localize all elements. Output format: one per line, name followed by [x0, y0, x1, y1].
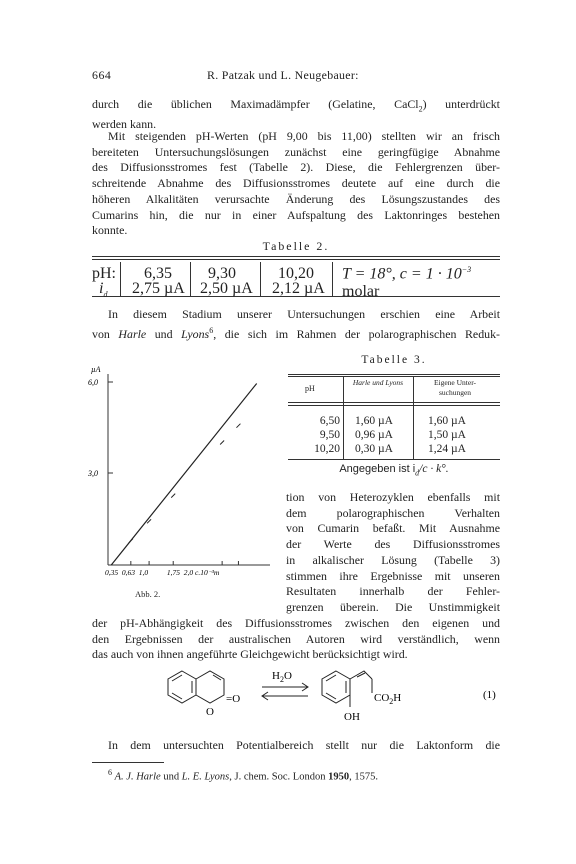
table-2-divider: [190, 262, 191, 296]
text-line: konnte.: [92, 223, 128, 238]
table-2-conditions: T = 18°, $c = 1 \cdot 10^{-3}$ molar: [342, 265, 472, 301]
text-line: Cumarins hin, die nur in einer Aufspaltung des Laktonringes bestehen: [92, 207, 500, 222]
chemical-equation: [150, 665, 510, 735]
text-line: stimmen ihre Ergebnisse mit unseren: [286, 568, 500, 583]
table-row: [288, 415, 500, 429]
table-2-title: Tabelle 2.: [262, 239, 330, 253]
text-line: der Werte des Diffusionsstromes: [286, 537, 500, 552]
table-2-divider: [120, 262, 121, 296]
table-2-rule-top: [92, 256, 500, 257]
text-line: dem polarographischen Verhalten: [286, 505, 500, 520]
running-head: [92, 68, 500, 83]
table-3-body: [288, 415, 500, 456]
equation-carboxyl: $CO_2H$: [374, 692, 402, 706]
table-cell: 10,20: [314, 442, 340, 455]
text-line: das auch von ihnen angeführte Gleichgewicht berücksichtigt wird.: [92, 647, 408, 662]
table-row: [288, 443, 500, 457]
table-2-cell: 2,12 µA: [272, 280, 325, 297]
paragraph-2: [92, 129, 500, 239]
y-tick-label: 6,0: [88, 378, 98, 387]
table-cell: 0,96 µA: [355, 428, 393, 441]
paragraph-4-full: [92, 616, 500, 663]
text-line: schreitende Abnahme des Diffusionsstromes deutete auf eine durch die: [92, 176, 500, 191]
table-3-rule-mid-2: [288, 405, 500, 406]
text-line: In dem untersuchten Potentialbereich stellt nur die Laktonform die: [108, 738, 500, 752]
table-2-label-id: $i_d$: [99, 280, 108, 300]
text-line: Resultaten innerhalb der Fehler-: [286, 584, 500, 599]
data-point: [236, 424, 240, 428]
data-point: [129, 539, 133, 543]
table-cell: 9,50: [319, 428, 340, 441]
table-2-cell: 2,50 µA: [200, 280, 253, 297]
table-3-header-ph: pH: [305, 384, 315, 393]
table-cell: 0,30 µA: [355, 442, 393, 455]
table-3-title: Tabelle 3.: [361, 354, 427, 366]
table-3-rule-top: [288, 374, 500, 375]
table-2-cell: 2,75 µA: [132, 280, 185, 297]
table-3-header-harle: Harle und Lyons: [352, 378, 404, 387]
text-line: tion von Heterozyklen ebenfalls mit: [286, 490, 500, 504]
table-2-cell: 10,20: [278, 265, 314, 282]
figure-abb-2: [88, 360, 278, 590]
text-line: höheren Alkalitäten verursachte Änderung des Lösungszustandes des: [92, 191, 500, 206]
text-line: bereiteten Untersuchungslösungen zunächst eine geringfügige Abnahme: [92, 144, 500, 159]
table-2-label-ph: pH:: [92, 265, 116, 282]
text-line: von Harle und Lyons$^6$, die sich im Rahmen der polarographischen Reduk-: [92, 325, 500, 341]
table-3-rule-top-2: [288, 376, 500, 377]
plot-area: [88, 365, 270, 577]
table-cell: 1,50 µA: [428, 428, 466, 441]
table-3-note: Angegeben ist $i_d/c \cdot k^\circ$.: [339, 463, 449, 478]
text-line: von Cumarin befaßt. Mit Ausnahme: [286, 521, 500, 536]
text-line: in alkalischer Lösung (Tabelle 3): [286, 552, 500, 567]
table-cell: 1,60 µA: [355, 415, 393, 427]
table-cell: 6,50: [319, 415, 340, 427]
table-2-cell: 9,30: [208, 265, 236, 282]
page-number: 664: [92, 68, 112, 82]
text-line: der pH-Abhängigkeit des Diffusionsstromes zwischen den eigenen und: [92, 616, 500, 630]
table-3-rule-bottom: [288, 459, 500, 460]
equation-o-ring: O: [206, 706, 214, 718]
table-3-header-own: Eigene Unter-suchungen: [433, 378, 477, 397]
x-tick-labels: 0,35 0,63 1,0 1,75 2,0 c.10⁻³m: [105, 568, 220, 577]
table-2-divider: [260, 262, 261, 296]
paragraph-1: [92, 97, 500, 133]
table-cell: 1,24 µA: [428, 442, 466, 455]
table-2-divider: [332, 262, 333, 296]
regression-line: [111, 383, 256, 565]
running-head-authors: R. Patzak und L. Neugebauer:: [207, 68, 359, 82]
text-line: des Diffusionsstromes fest (Tabelle 2). Diese, die Fehlergrenzen über-: [92, 160, 500, 175]
footnote: $^6$ A. J. Harle und L. E. Lyons, J. chem. Soc. London 1950, 1575.: [108, 768, 378, 783]
paragraph-3: [92, 307, 500, 342]
equation-reagent: $H_2O$: [272, 670, 292, 684]
paragraph-4-wrap: [286, 490, 500, 616]
text-line: Mit steigenden pH-Werten (pH 9,00 bis 11,00) stellten wir an frisch: [108, 129, 500, 143]
lactone-ring: [196, 671, 224, 703]
table-cell: 1,60 µA: [428, 415, 466, 427]
table-row: [288, 429, 500, 443]
data-point: [171, 494, 175, 498]
table-2-rule-top-2: [92, 259, 500, 260]
y-unit-label: µA: [91, 365, 101, 374]
paragraph-5: [92, 738, 500, 754]
footnote-rule: [92, 762, 164, 763]
equation-carbonyl: =O: [226, 693, 241, 705]
data-point: [220, 441, 224, 445]
text-line: den Ergebnissen der australischen Autoren wird verständlich, wenn: [92, 631, 500, 646]
table-3-rule-mid: [288, 402, 500, 403]
y-tick-label: 3,0: [88, 469, 98, 478]
equation-number: (1): [483, 689, 496, 701]
figure-caption: Abb. 2.: [135, 589, 161, 599]
table-2-cell: 6,35: [144, 265, 172, 282]
equation-hydroxyl: OH: [344, 711, 360, 723]
text-line: grenzen überein. Die Unstimmigkeit: [286, 599, 500, 614]
text-line: werden kann.: [92, 117, 157, 132]
text-line: In diesem Stadium unserer Untersuchungen erschien eine Arbeit: [108, 307, 500, 321]
text-line: durch die üblichen Maximadämpfer (Gelatine, CaCl$_2$) unterdrückt: [92, 97, 500, 114]
